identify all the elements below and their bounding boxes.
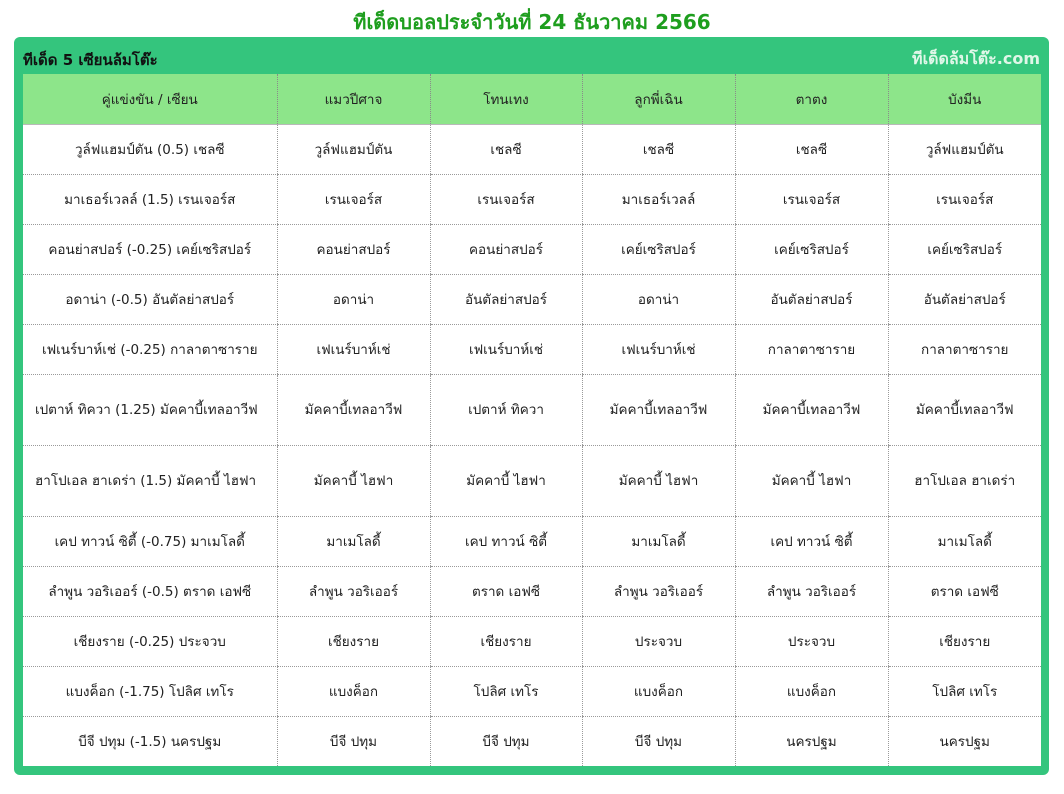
match-cell: แบงค็อก (-1.75) โปลิศ เทโร [23,667,277,717]
pick-cell: ลำพูน วอริเออร์ [735,567,888,617]
pick-cell: บีจี ปทุม [582,717,735,767]
pick-cell: เคป ทาวน์ ซิตี้ [735,517,888,567]
header-match: คู่แข่งขัน / เซียน [23,74,277,125]
table-row [23,617,1041,667]
header-expert-2: โทนเทง [430,74,582,125]
table-row [23,717,1041,767]
pick-cell: ฮาโปเอล ฮาเดร่า [888,446,1041,517]
table-row [23,446,1041,517]
pick-cell: วูล์ฟแฮมป์ตัน [888,125,1041,175]
pick-cell: มัคคาบี้เทลอาวีฟ [277,375,430,446]
pick-cell: กาลาตาซาราย [735,325,888,375]
pick-cell: เรนเจอร์ส [277,175,430,225]
tips-table [23,74,1041,766]
match-cell: อดาน่า (-0.5) อันตัลย่าสปอร์ [23,275,277,325]
header-expert-1: แมวปีศาจ [277,74,430,125]
pick-cell: บีจี ปทุม [277,717,430,767]
pick-cell: มัคคาบี้เทลอาวีฟ [888,375,1041,446]
match-cell: เคป ทาวน์ ซิตี้ (-0.75) มาเมโลดี้ [23,517,277,567]
pick-cell: เปตาห์ ทิควา [430,375,582,446]
match-cell: วูล์ฟแฮมป์ตัน (0.5) เชลซี [23,125,277,175]
pick-cell: มัคคาบี้ ไฮฟา [735,446,888,517]
pick-cell: เชียงราย [277,617,430,667]
pick-cell: อดาน่า [582,275,735,325]
pick-cell: มัคคาบี้ ไฮฟา [582,446,735,517]
table-row [23,175,1041,225]
pick-cell: ประจวบ [735,617,888,667]
pick-cell: เชียงราย [888,617,1041,667]
tips-panel [14,37,1049,775]
pick-cell: นครปฐม [888,717,1041,767]
match-cell: เปตาห์ ทิควา (1.25) มัคคาบี้เทลอาวีฟ [23,375,277,446]
pick-cell: อดาน่า [277,275,430,325]
pick-cell: ลำพูน วอริเออร์ [582,567,735,617]
header-expert-5: บังมีน [888,74,1041,125]
pick-cell: ตราด เอฟซี [430,567,582,617]
header-expert-4: ตาตง [735,74,888,125]
match-cell: เฟเนร์บาห์เช่ (-0.25) กาลาตาซาราย [23,325,277,375]
table-row [23,325,1041,375]
pick-cell: มัคคาบี้เทลอาวีฟ [735,375,888,446]
pick-cell: กาลาตาซาราย [888,325,1041,375]
pick-cell: เรนเจอร์ส [888,175,1041,225]
match-cell: บีจี ปทุม (-1.5) นครปฐม [78,733,222,750]
header-expert-3: ลูกพี่เฉิน [582,74,735,125]
table-row [23,517,1041,567]
pick-cell: เคย์เซริสปอร์ [888,225,1041,275]
pick-cell: เคย์เซริสปอร์ [735,225,888,275]
pick-cell: เชลซี [430,125,582,175]
pick-cell: เรนเจอร์ส [430,175,582,225]
pick-cell: วูล์ฟแฮมป์ตัน [277,125,430,175]
pick-cell: เชลซี [735,125,888,175]
pick-cell: อันตัลย่าสปอร์ [735,275,888,325]
table-row [23,667,1041,717]
pick-cell: เคย์เซริสปอร์ [582,225,735,275]
pick-cell: มาเธอร์เวลล์ [582,175,735,225]
page-title: ทีเด็ดบอลประจำวันที่ 24 ธันวาคม 2566 [353,10,711,34]
pick-cell: คอนย่าสปอร์ [277,225,430,275]
pick-cell: บีจี ปทุม [430,717,582,767]
table-row [23,125,1041,175]
pick-cell: แบงค็อก [582,667,735,717]
table-row [23,225,1041,275]
table-row [23,567,1041,617]
pick-cell: เชียงราย [430,617,582,667]
table-header-row [23,74,1041,125]
pick-cell: อันตัลย่าสปอร์ [888,275,1041,325]
pick-cell: มัคคาบี้ ไฮฟา [430,446,582,517]
pick-cell: ประจวบ [582,617,735,667]
match-cell: เชียงราย (-0.25) ประจวบ [23,617,277,667]
pick-cell: เรนเจอร์ส [735,175,888,225]
match-cell: มาเธอร์เวลล์ (1.5) เรนเจอร์ส [23,175,277,225]
pick-cell: โปลิศ เทโร [430,667,582,717]
match-cell: คอนย่าสปอร์ (-0.25) เคย์เซริสปอร์ [23,225,277,275]
pick-cell: ตราด เอฟซี [888,567,1041,617]
match-cell: ลำพูน วอริเออร์ (-0.5) ตราด เอฟซี [23,567,277,617]
pick-cell: แบงค็อก [735,667,888,717]
pick-cell: เคป ทาวน์ ซิตี้ [430,517,582,567]
pick-cell: มัคคาบี้ ไฮฟา [277,446,430,517]
pick-cell: มาเมโลดี้ [277,517,430,567]
table-row [23,375,1041,446]
pick-cell: มาเมโลดี้ [888,517,1041,567]
pick-cell: เฟเนร์บาห์เช่ [430,325,582,375]
match-cell: ฮาโปเอล ฮาเดร่า (1.5) มัคคาบี้ ไฮฟา [23,446,277,517]
pick-cell: แบงค็อก [277,667,430,717]
pick-cell: ลำพูน วอริเออร์ [277,567,430,617]
pick-cell: โปลิศ เทโร [888,667,1041,717]
pick-cell: นครปฐม [735,717,888,767]
pick-cell: มาเมโลดี้ [582,517,735,567]
pick-cell: เฟเนร์บาห์เช่ [277,325,430,375]
pick-cell: คอนย่าสปอร์ [430,225,582,275]
pick-cell: เฟเนร์บาห์เช่ [582,325,735,375]
panel-title: ทีเด็ด 5 เซียนล้มโต๊ะ [23,51,158,69]
panel-header [23,46,1040,70]
pick-cell: เชลซี [582,125,735,175]
pick-cell: มัคคาบี้เทลอาวีฟ [582,375,735,446]
table-row [23,275,1041,325]
site-watermark[interactable]: ทีเด็ดล้มโต๊ะ.com [912,49,1040,68]
pick-cell: อันตัลย่าสปอร์ [430,275,582,325]
